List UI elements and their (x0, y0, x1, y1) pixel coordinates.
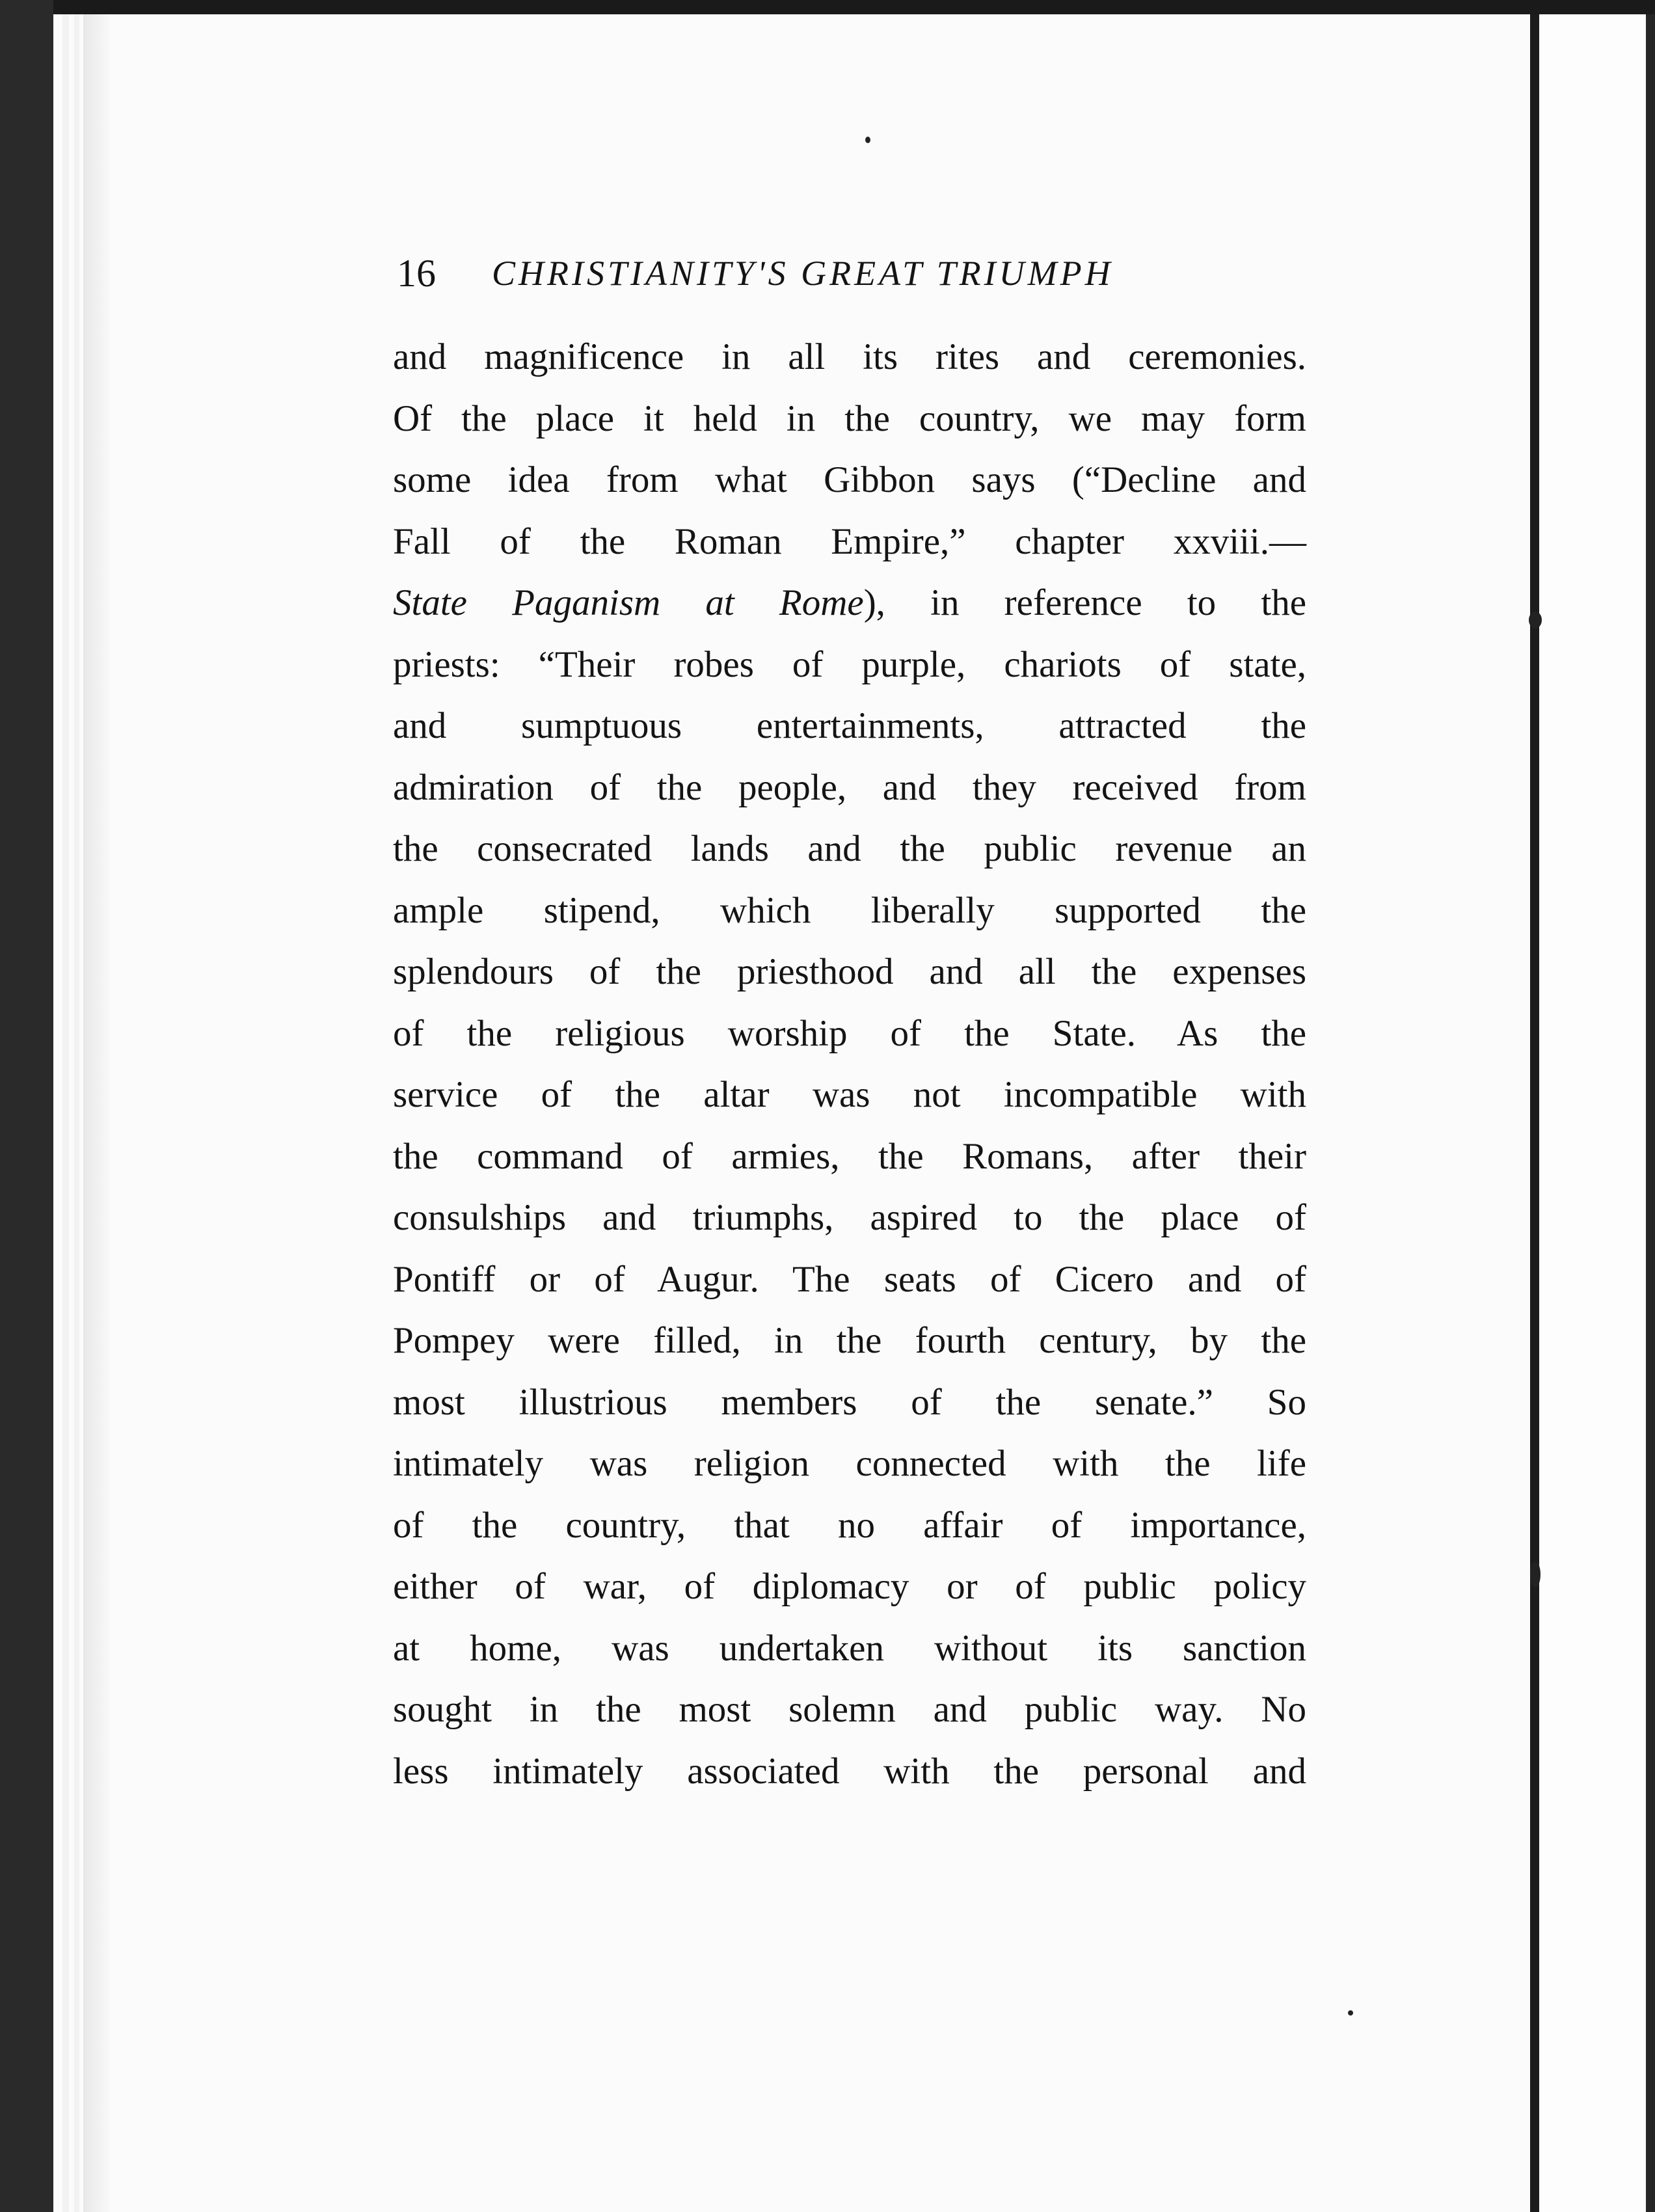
page-gutter (83, 14, 109, 2212)
italic-title: State Paganism at Rome (393, 582, 864, 623)
text-line (383, 573, 1306, 634)
running-head (383, 242, 1306, 304)
text-line: less intimately associated with the personal and (393, 1750, 1306, 1792)
text-line: Fall of the Roman Empire,” chapter xxviii.— (393, 520, 1306, 562)
page-content (383, 242, 1306, 1802)
book-title: CHRISTIANITY'S GREAT TRIUMPH (492, 254, 1114, 293)
page-number: 16 (397, 252, 436, 295)
text-line: intimately was religion connected with the life (393, 1443, 1306, 1484)
text-line: at home, was undertaken without its sanction (393, 1627, 1306, 1669)
scan-speck (1530, 1561, 1541, 1587)
text-line: Pompey were filled, in the fourth century, by the (393, 1320, 1306, 1361)
scan-speck (1348, 2010, 1353, 2016)
text-line: some idea from what Gibbon says (“Decline and (393, 459, 1306, 500)
scan-right-edge (1530, 14, 1539, 2212)
text-line: either of war, of diplomacy or of public policy (393, 1566, 1306, 1607)
body-text (383, 327, 1306, 1802)
scan-speck (1529, 612, 1542, 628)
text-line: ample stipend, which liberally supported the (393, 889, 1306, 931)
text-line: service of the altar was not incompatible with (393, 1074, 1306, 1115)
scan-top-edge (0, 0, 1655, 14)
text-line: Of the place it held in the country, we may form (393, 398, 1306, 439)
scan-right-border (1646, 14, 1655, 2212)
text-line: the command of armies, the Romans, after their (393, 1135, 1306, 1177)
text-line: most illustrious members of the senate.” So (393, 1381, 1306, 1423)
text-line: of the religious worship of the State. As the (393, 1012, 1306, 1054)
text-line: the consecrated lands and the public revenue an (393, 828, 1306, 869)
scan-left-edge (0, 0, 53, 2212)
text-line: and sumptuous entertainments, attracted the (393, 705, 1306, 746)
text-line: of the country, that no affair of importance, (393, 1504, 1306, 1546)
text-line: priests: “Their robes of purple, chariots of state, (393, 643, 1306, 685)
text-line: and magnificence in all its rites and ceremonies. (393, 336, 1306, 377)
facing-page-edge (1539, 14, 1655, 2212)
page-edge-stripe (74, 14, 79, 2212)
text-line: splendours of the priesthood and all the expenses (393, 951, 1306, 992)
text-line: Pontiff or of Augur. The seats of Cicero and of (393, 1258, 1306, 1300)
text-line: consulships and triumphs, aspired to the place of (393, 1197, 1306, 1238)
text-line: sought in the most solemn and public way. No (393, 1689, 1306, 1730)
line-continuation: ), in reference to the (863, 582, 1306, 623)
page-edge-stripe (62, 14, 69, 2212)
text-line: admiration of the people, and they received from (393, 766, 1306, 808)
scan-speck (865, 137, 870, 143)
